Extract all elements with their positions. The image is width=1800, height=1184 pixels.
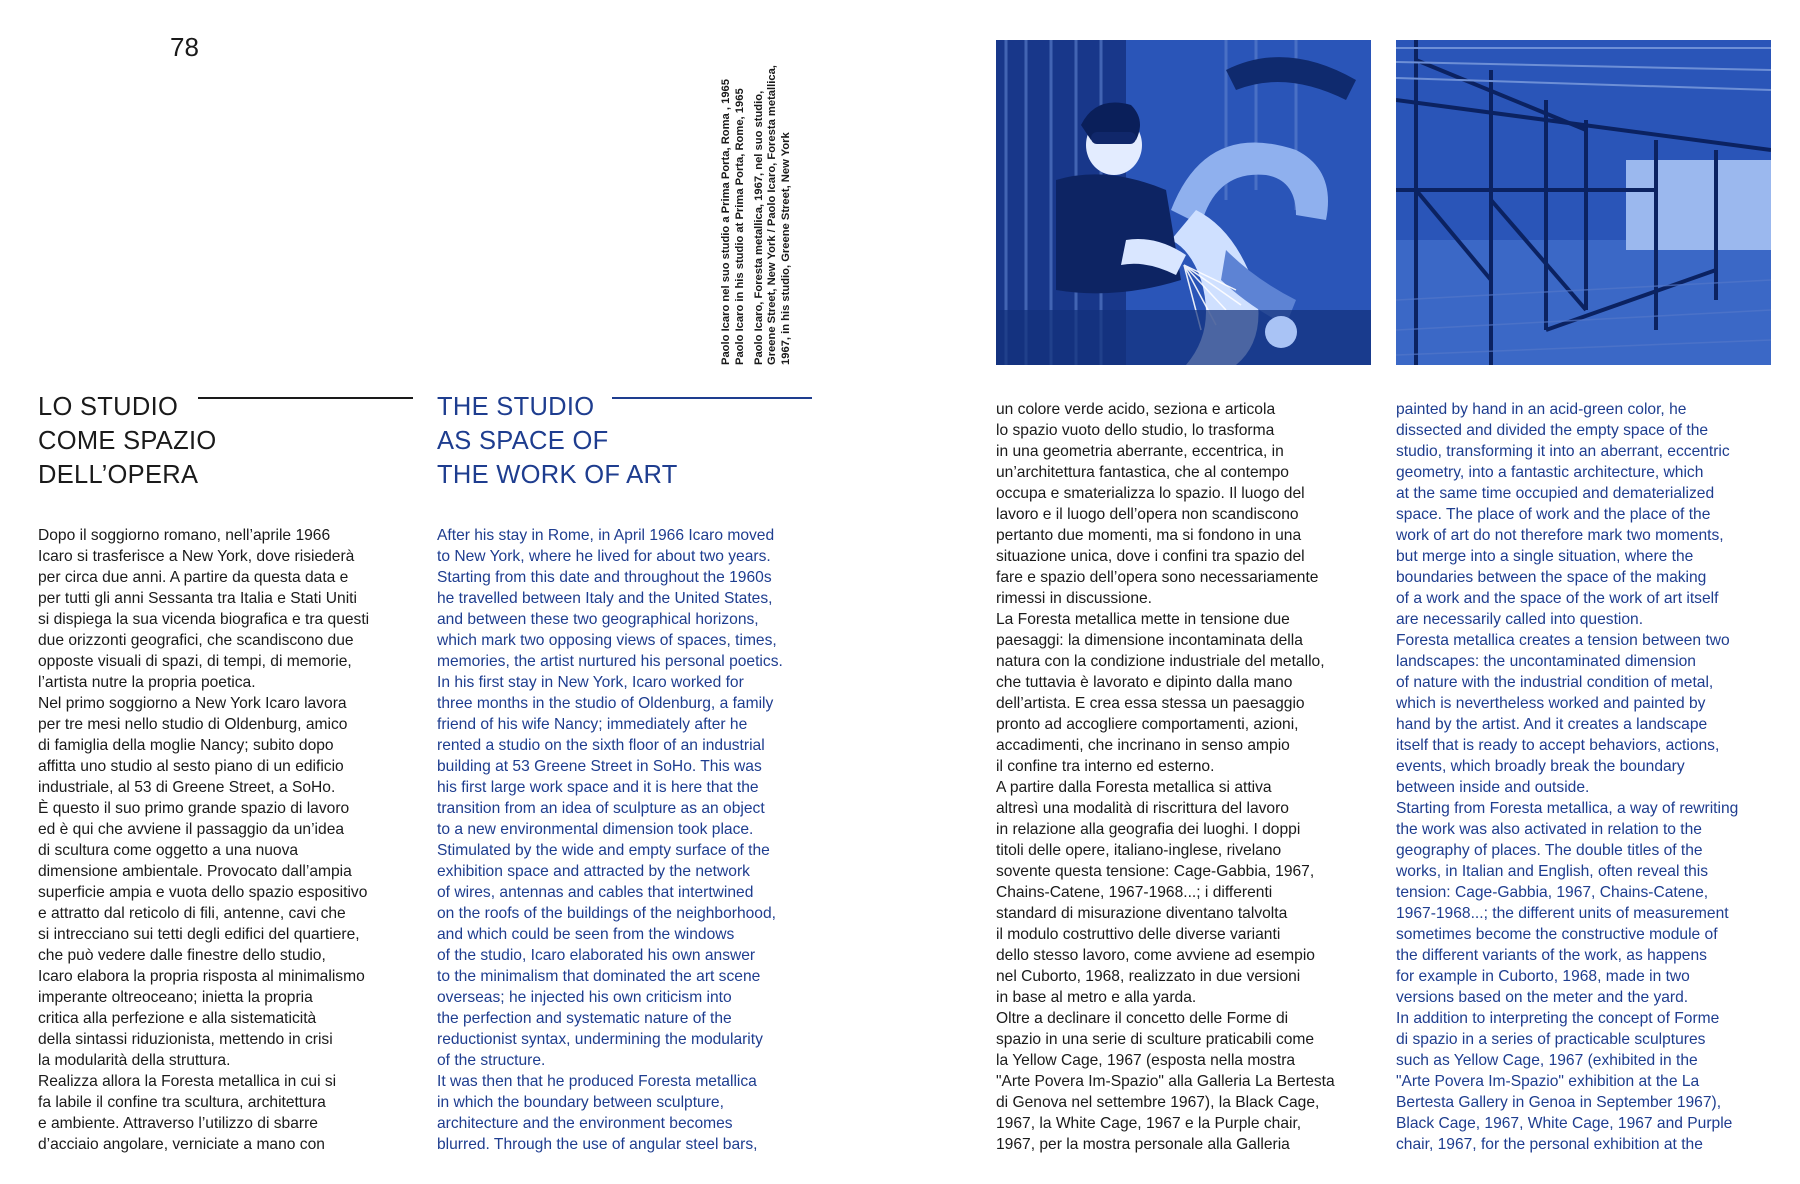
photo-foresta-metallica [1396,40,1771,365]
body-text-english-2: painted by hand in an acid-green color, he dissected and divided the empty space of the studio, transforming it into an aberrant, eccentric geometry, into a fantastic architecture, which at the same time occupied and dematerialized space. The place of work and the place of the work of art do not therefore mark two moments, but merge into a single situation, where the boundaries between the space of the making of a work and the space of the work of art itself are necessarily called into question. Foresta metallica creates a tension between two landscapes: the uncontaminated dimension of nature with the industrial condition of metal, which is nevertheless worked and painted by hand by the artist. And it creates a landscape itself that is ready to accept behaviors, actions, events, which broadly break the boundary between inside and outside. Starting from Foresta metallica, a way of rewriting the work was also activated in relation to the geography of places. The double titles of the works, in Italian and English, often reveal this tension: Cage-Gabbia, 1967, Chains-Catene, 1967-1968...; the different units of measurement sometimes become the constructive module of the different variants of the work, as happens for example in Cuborto, 1968, made in two versions based on the meter and the yard. In addition to interpreting the concept of Forme di spazio in a series of practicable sculptures such as Yellow Cage, 1967 (exhibited in the "Arte Povera Im-Spazio" exhibition at the La Bertesta Gallery in Genoa in September 1967), Black Cage, 1967, White Cage, 1967 and Purple chair, 1967, for the personal exhibition at the [1396,401,1739,1153]
heading-english: THE STUDIO AS SPACE OF THE WORK OF ART [437,393,678,489]
photo-artist-welding [996,40,1371,365]
photo-artist-welding-image [996,40,1371,365]
body-text-italian-2: un colore verde acido, seziona e articola lo spazio vuoto dello studio, lo trasforma in una geometria aberrante, eccentrica, in un’architettura fantastica, che al contempo occupa e smaterializza lo spazio. Il luogo del lavoro e il luogo dell’opera non scandiscono pertanto due momenti, ma si fondono in una situazione unica, dove i confini tra spazio del fare e spazio dell’opera sono necessariamente rimessi in discussione. La Foresta metallica mette in tensione due paesaggi: la dimensione incontaminata della natura con la condizione industriale del metallo, che tuttavia è lavorato e dipinto dalla mano dell’artista. E crea essa stessa un paesaggio pronto ad accogliere comportamenti, azioni, accadimenti, che incrinano in senso ampio il confine tra interno ed esterno. A partire dalla Foresta metallica si attiva altresì una modalità di riscrittura del lavoro in relazione alla geografia dei luoghi. I doppi titoli delle opere, italiano-inglese, rivelano sovente questa tensione: Cage-Gabbia, 1967, Chains-Catene, 1967-1968...; i differenti standard di misurazione diventano talvolta il modulo costruttivo delle diverse varianti dello stesso lavoro, come avviene ad esempio nel Cuborto, 1968, realizzato in due versioni in base al metro e alla yarda. Oltre a declinare il concetto delle Forme di spazio in una serie di sculture praticabili come la Yellow Cage, 1967 (esposta nella mostra "Arte Povera Im-Spazio" alla Galleria La Bertesta di Genova nel settembre 1967), la Black Cage, 1967, la White Cage, 1967 e la Purple chair, 1967, per la mostra personale alla Galleria [996,401,1335,1153]
body-text-english-1: After his stay in Rome, in April 1966 Icaro moved to New York, where he lived for about two years. Starting from this date and throughout the 1960s he travelled between Italy and the United States, and between these two geographical horizons, which mark two opposing views of spaces, times, memories, the artist nurtured his personal poetics. In his first stay in New York, Icaro worked for three months in the studio of Oldenburg, a family friend of his wife Nancy; immediately after he rented a studio on the sixth floor of an industrial building at 53 Greene Street in SoHo. This was his first large work space and it is here that the transition from an idea of sculpture as an object to a new environmental dimension took place. Stimulated by the wide and empty surface of the exhibition space and attracted by the network of wires, antennas and cables that intertwined on the roofs of the buildings of the neighborhood, and which could be seen from the windows of the studio, Icaro elaborated his own answer to the minimalism that dominated the art scene overseas; he injected his own criticism into the perfection and systematic nature of the reductionist syntax, undermining the modularity of the structure. It was then that he produced Foresta metallica in which the boundary between sculpture, architecture and the environment becomes blurred. Through the use of angular steel bars, [437,527,783,1153]
photo-captions [720,55,808,365]
heading-rule-it [198,397,413,399]
heading-italian: LO STUDIO COME SPAZIO DELL’OPERA [38,393,217,489]
body-text-italian-1: Dopo il soggiorno romano, nell’aprile 1966 Icaro si trasferisce a New York, dove risiederà per circa due anni. A partire da questa data e per tutti gli anni Sessanta tra Italia e Stati Uniti si dispiega la sua vicenda biografica e tra questi due orizzonti geografici, che scandiscono due opposte visuali di spazi, di tempi, di memorie, l’artista nutre la propria poetica. Nel primo soggiorno a New York Icaro lavora per tre mesi nello studio di Oldenburg, amico di famiglia della moglie Nancy; subito dopo affitta uno studio al sesto piano di un edificio industriale, al 53 di Greene Street, a SoHo. È questo il suo primo grande spazio di lavoro ed è qui che avviene il passaggio da un’idea di scultura come oggetto a una nuova dimensione ambientale. Provocato dall’ampia superficie ampia e vuota dello spazio espositivo e attratto dal reticolo di fili, antenne, cavi che si intrecciano sui tetti degli edifici del quartiere, che può vedere dalle finestre dello studio, Icaro elabora la propria risposta al minimalismo imperante oltreoceano; inietta la propria critica alla perfezione e alla sistematicità della sintassi riduzionista, mettendo in crisi la modularità della struttura. Realizza allora la Foresta metallica in cui si fa labile il confine tra scultura, architettura e ambiente. Attraverso l’utilizzo di sbarre d’acciaio angolare, verniciate a mano con [38,527,370,1153]
caption-2: Paolo Icaro, Foresta metallica, 1967, nel suo studio, Greene Street, New York / Paolo Icaro, Foresta metallica, 1967, in his studio, Greene Street, New York [752,65,793,365]
caption-1: Paolo Icaro nel suo studio a Prima Porta, Roma , 1965 Paolo Icaro in his studio at Prima Porta, Rome, 1965 [720,79,746,365]
photo-foresta-metallica-image [1396,40,1771,365]
page-number: 78 [170,32,199,62]
